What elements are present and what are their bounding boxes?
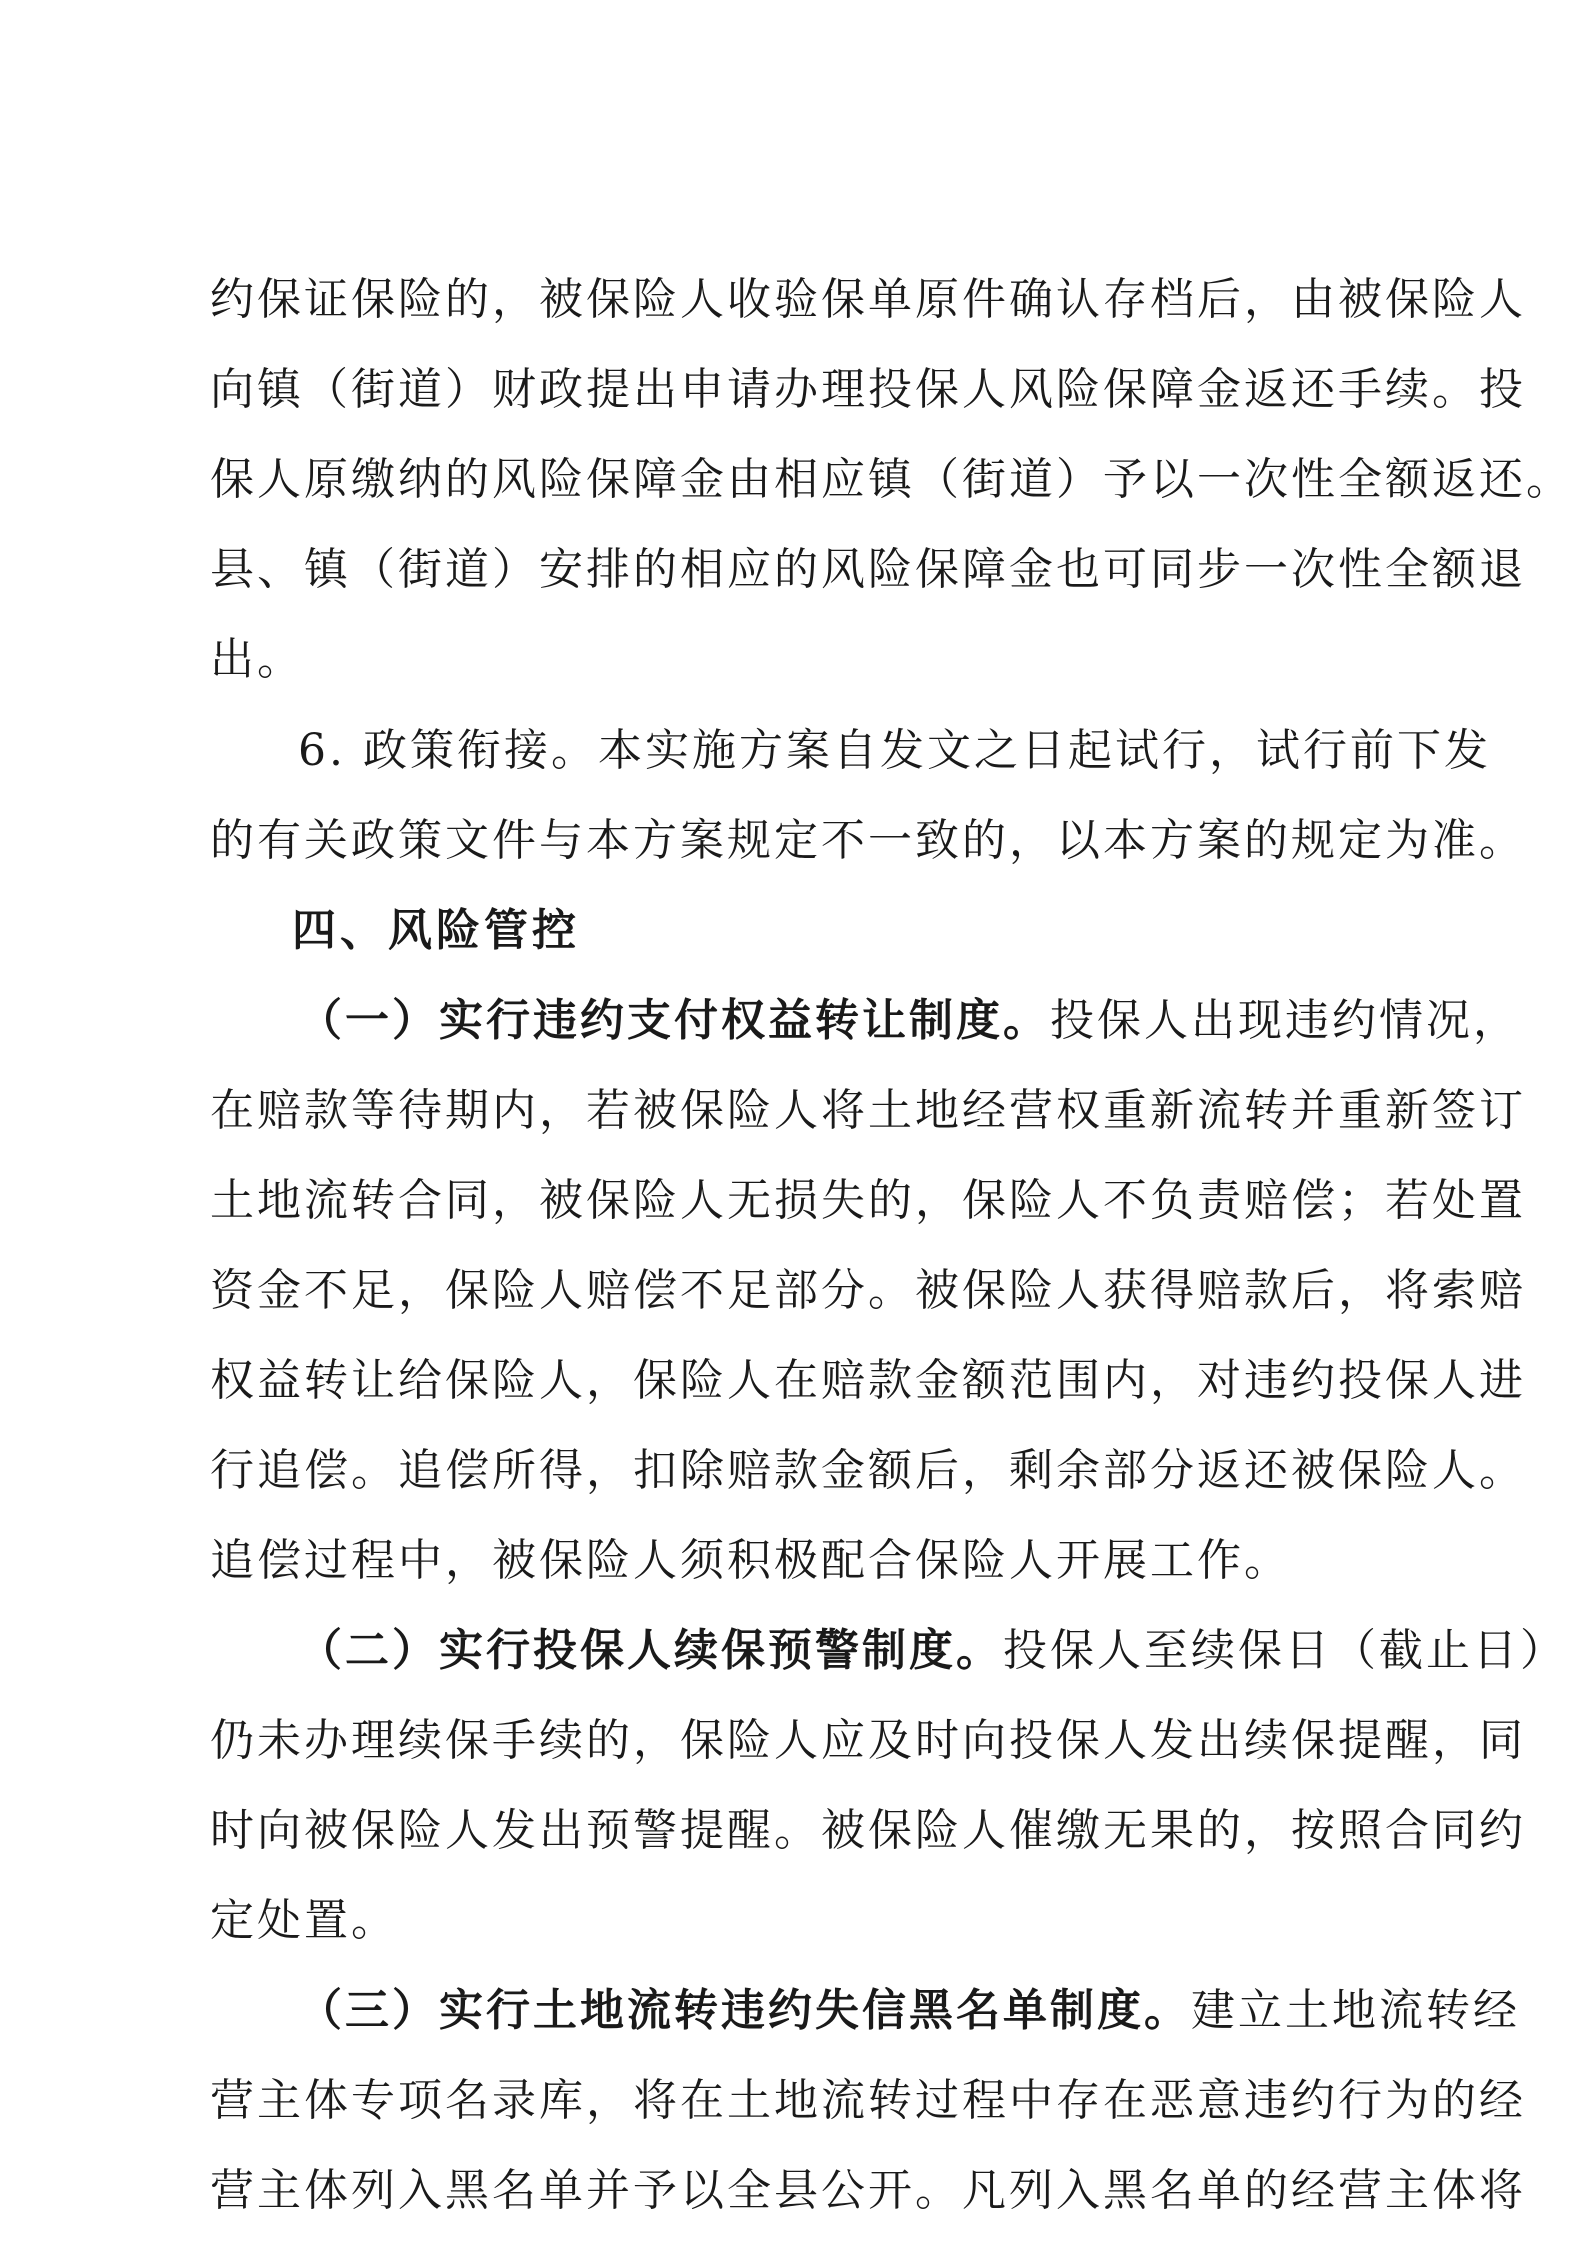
paragraph-line: 出。 bbox=[210, 634, 304, 685]
paragraph-line: 追偿过程中，被保险人须积极配合保险人开展工作。 bbox=[210, 1535, 1291, 1586]
subsection-first-line bbox=[298, 976, 1520, 1066]
subsection-text: 投保人出现违约情况， bbox=[1050, 995, 1520, 1046]
paragraph-line: 时向被保险人发出预警提醒。被保险人催缴无果的，按照合同约 bbox=[210, 1805, 1526, 1856]
subsection-title: （二）实行投保人续保预警制度。 bbox=[298, 1625, 1003, 1676]
paragraph-line: 约保证保险的，被保险人收验保单原件确认存档后，由被保险人 bbox=[210, 274, 1526, 325]
subsection-first-line bbox=[298, 1606, 1567, 1696]
paragraph-line: 权益转让给保险人，保险人在赔款金额范围内，对违约投保人进 bbox=[210, 1355, 1526, 1406]
paragraph-line: 的有关政策文件与本方案规定不一致的，以本方案的规定为准。 bbox=[210, 815, 1526, 866]
subsection-text: 建立土地流转经 bbox=[1191, 1985, 1520, 2036]
paragraph-line: 营主体列入黑名单并予以全县公开。凡列入黑名单的经营主体将 bbox=[210, 2165, 1526, 2216]
paragraph-line: 仍未办理续保手续的，保险人应及时向投保人发出续保提醒，同 bbox=[210, 1715, 1526, 1766]
paragraph-line: 向镇（街道）财政提出申请办理投保人风险保障金返还手续。投 bbox=[210, 364, 1526, 415]
paragraph-line: 土地流转合同，被保险人无损失的，保险人不负责赔偿；若处置 bbox=[210, 1175, 1526, 1226]
paragraph-line: 资金不足，保险人赔偿不足部分。被保险人获得赔款后，将索赔 bbox=[210, 1265, 1526, 1316]
paragraph-line: 营主体专项名录库，将在土地流转过程中存在恶意违约行为的经 bbox=[210, 2075, 1526, 2126]
paragraph-line: 保人原缴纳的风险保障金由相应镇（街道）予以一次性全额返还。 bbox=[210, 454, 1573, 505]
subsection-title: （一）实行违约支付权益转让制度。 bbox=[298, 995, 1050, 1046]
paragraph-line: 6. 政策衔接。本实施方案自发文之日起试行，试行前下发 bbox=[298, 725, 1491, 776]
paragraph-line: 县、镇（街道）安排的相应的风险保障金也可同步一次性全额退 bbox=[210, 544, 1526, 595]
paragraph-line: 在赔款等待期内，若被保险人将土地经营权重新流转并重新签订 bbox=[210, 1085, 1526, 1136]
subsection-text: 投保人至续保日（截止日） bbox=[1003, 1625, 1567, 1676]
subsection-title: （三）实行土地流转违约失信黑名单制度。 bbox=[298, 1985, 1191, 2036]
section-heading: 四、风险管控 bbox=[292, 905, 580, 956]
paragraph-line: 定处置。 bbox=[210, 1895, 398, 1946]
subsection-first-line bbox=[298, 1966, 1520, 2056]
paragraph-line: 行追偿。追偿所得，扣除赔款金额后，剩余部分返还被保险人。 bbox=[210, 1445, 1526, 1496]
